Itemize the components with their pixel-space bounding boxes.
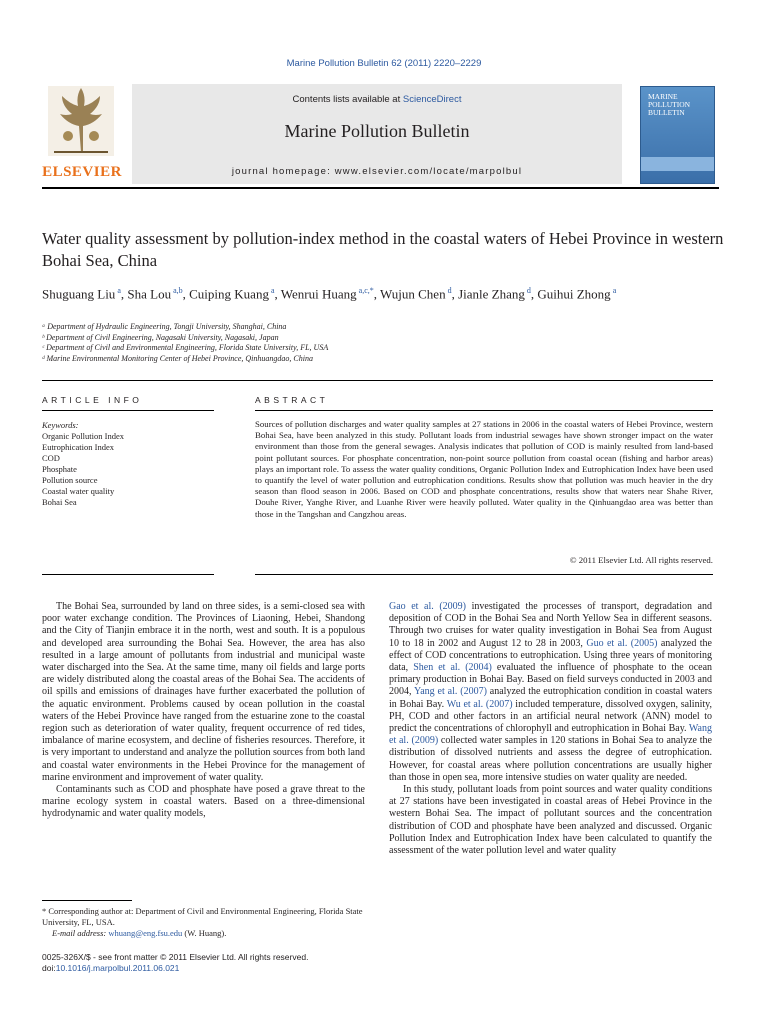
divider (42, 574, 214, 575)
keyword-list (42, 431, 222, 508)
body-text: investigated the processes of transport, degradation and deposition of COD in the Bohai Sea and North Yellow Sea in different seasons. Through two cruises for water quality investigation in Bohai Sea from August 10 to 18 in 2002 and August 12 to 28 in 2003, (389, 601, 712, 649)
divider (42, 380, 713, 381)
author-affiliation-mark[interactable]: a,b (171, 286, 183, 295)
author-separator: , (451, 286, 459, 302)
divider (255, 410, 713, 411)
body-text: analyzed the effect of COD concentrations to eutrophication. Using three years of monitoring data, (389, 637, 712, 674)
paper-title: Water quality assessment by pollution-index method in the coastal waters of Hebei Province in western Bohai Sea, China (42, 229, 724, 270)
affiliation: ᵈ Marine Environmental Monitoring Center of Hebei Province, Qinhuangdao, China (42, 353, 313, 363)
author-affiliation-mark[interactable]: a (268, 286, 275, 295)
keywords-block (42, 420, 222, 508)
body-text: evaluated the influence of phosphate to the ocean primary production in Bohai Bay. Based on field surveys conducted in 2003 and 2004, (389, 662, 713, 698)
reference-link[interactable]: Yang et al. (2007) (414, 686, 487, 698)
author-affiliation-mark[interactable]: a (115, 286, 121, 295)
author-separator: , (274, 286, 281, 302)
elsevier-logo (42, 86, 122, 186)
author-affiliation-mark[interactable]: a,c,* (356, 286, 374, 295)
body-text: analyzed the eutrophication condition in coastal waters in Bohai Bay. (389, 686, 712, 710)
email-label: E-mail address: (52, 928, 109, 938)
contents-prefix: Contents lists available at (292, 94, 403, 105)
author-separator: , (530, 286, 538, 302)
author-affiliation-mark[interactable]: a (610, 286, 617, 295)
body-text: collected water samples in 120 stations in Bohai Sea to analyze the distribution of dissolved nutrients and assess the degree of eutrophication. However, for coastal areas where pollution concentrations are usually higher than those in open sea, more intensive studies on water quality are needed. (389, 735, 712, 783)
corresponding-author-note: * Corresponding author at: Department of Civil and Environmental Engineering, Florida State University, FL, USA. (42, 906, 363, 927)
keyword: COD (42, 453, 60, 463)
author-name: Sha Lou (127, 286, 172, 302)
abstract-text: Sources of pollution discharges and water quality samples at 27 stations in 2006 in the coastal waters of Hebei Province, western Bohai Sea, have been analyzed in this study. Pollutant loads from industrial sewages have shown stronger impact on the water environment than those from the general sewages. Analysis indicates that pollution of COD is mainly resulted from land-based point pollutant sources. For phosphate concentration, non-point source pollution from coastal ocean (fishing and harbor areas) plays an important role. To assess the water quality conditions, Organic Pollution Index and Eutrophication Index have been used to quantify the level of water pollution and eutrophication conditions. Results show that pollution was much heavier in the dry season than flood season in 2006. Based on COD and phosphate concentrations, results show that waters near Shahe River, Douhe River, Yanghe River, and Luanhe River were heavily polluted. Water quality in the Qinhuangdao area was better than those in the Tangshan and Cangzhou areas. (255, 419, 713, 519)
footnote (42, 906, 372, 939)
cover-band (641, 157, 714, 171)
reference-link[interactable]: Gao et al. (2009) (389, 601, 467, 612)
doi-label: doi: (42, 963, 56, 973)
body-text: included temperature, dissolved oxygen, salinity, PH, COD and other factors in an artificial neural network (ANN) model to predict the concentrations of chlorophyll and eutrophication in Bohai Bay. (389, 698, 712, 735)
doi-link[interactable]: 10.1016/j.marpolbul.2011.06.021 (55, 963, 180, 973)
author-separator: , (182, 286, 190, 302)
elsevier-wordmark: ELSEVIER (42, 164, 122, 180)
cover-title: MARINE POLLUTION BULLETIN (648, 92, 691, 117)
author-name: Guihui Zhong (537, 286, 611, 302)
reference-link[interactable]: Shen et al. (2004) (413, 662, 492, 674)
keyword: Eutrophication Index (42, 442, 114, 452)
email-link[interactable]: whuang@eng.fsu.edu (108, 928, 183, 938)
front-matter (42, 952, 372, 974)
doi-line (42, 963, 372, 974)
author-name: Jianle Zhang (458, 286, 525, 302)
body-column-right (389, 601, 712, 857)
journal-citation[interactable]: Marine Pollution Bulletin 62 (2011) 2220–2229 (286, 58, 482, 69)
keywords-label: Keywords: (42, 420, 79, 430)
reference-link[interactable]: Wu et al. (2007) (446, 698, 513, 710)
author-name: Wenrui Huang (280, 286, 357, 302)
sciencedirect-link[interactable]: ScienceDirect (402, 94, 462, 105)
elsevier-tree-icon (48, 86, 114, 156)
journal-title: Marine Pollution Bulletin (284, 121, 470, 141)
body-paragraph: Contaminants such as COD and phosphate have posed a grave threat to the marine ecology system in coastal waters. Based on a three-dimensional hydrodynamic and water quality models, (42, 784, 365, 820)
contents-line (132, 94, 622, 105)
body-paragraph: In this study, pollutant loads from point sources and water quality conditions at 27 stations have been investigated in coastal areas of Hebei Province in the western Bohai Sea. The impact of pollutant sources and the concentration distribution of COD and phosphate have been analyzed and discussed. Organic Pollution Index and Eutrophication Index have been calculated to quantify the assessment of the water pollution level and water quality (389, 784, 712, 857)
divider (255, 574, 713, 575)
keyword: Coastal water quality (42, 486, 115, 496)
author-affiliation-mark[interactable]: d (524, 286, 531, 295)
keyword: Pollution source (42, 475, 98, 485)
keyword: Phosphate (42, 464, 77, 474)
body-column-left (42, 601, 365, 821)
issn-line: 0025-326X/$ - see front matter © 2011 Elsevier Ltd. All rights reserved. (42, 952, 309, 962)
body-paragraph: The Bohai Sea, surrounded by land on three sides, is a semi-closed sea with poor water exchange condition. The Provinces of Liaoning, Hebei, Shandong and the City of Tianjin embrace it in the north, west and south. It is a populous and developed area surrounding the Bohai Sea. However, the area has also resulted in a large amount of pollutants from industrial and municipal waste water discharged into the Sea. At the same time, many oil fields and large ports are widely distributed along the coastal areas of the Bohai Sea. The accidents of oil spills and emissions of drainages have further exacerbated the pollution of the aquatic environment. Problems caused by ocean pollution in the coastal waters of the Hebei Province have ranged from the estuarine zone to the coastal region such as deterioration of water quality, frequent occurrence of red tides, imbalance of marine ecosystem, and decline of fisheries resources. Therefore, it is very important to understand and analyze the pollution sources from both land and coastal water environments in the Hebei Province for the management of marine environment and improvement of water quality. (42, 601, 365, 783)
article-info-heading: ARTICLE INFO (42, 395, 143, 405)
abstract-heading: ABSTRACT (255, 395, 329, 405)
divider (42, 410, 214, 411)
email-line (42, 928, 372, 939)
reference-link[interactable]: Wang et al. (2009) (389, 723, 712, 747)
keyword: Bohai Sea (42, 497, 77, 507)
author-separator: , (373, 286, 381, 302)
author-name: Shuguang Liu (42, 286, 116, 302)
footnote-divider (42, 900, 132, 901)
author-affiliation-mark[interactable]: d (445, 286, 452, 295)
affiliation: ᶜ Department of Civil and Environmental Engineering, Florida State University, FL, USA (42, 343, 329, 353)
affiliation: ᵇ Department of Civil Engineering, Nagasaki University, Nagasaki, Japan (42, 332, 279, 342)
body-paragraph (389, 601, 712, 784)
author-list (42, 282, 732, 303)
reference-link[interactable]: Guo et al. (2005) (586, 637, 658, 649)
author-separator: , (120, 286, 128, 302)
affiliation: ᵃ Department of Hydraulic Engineering, Tongji University, Shanghai, China (42, 322, 287, 331)
journal-cover-thumbnail[interactable] (640, 86, 715, 184)
journal-banner (42, 84, 719, 189)
affiliation-list (42, 322, 732, 364)
email-suffix: (W. Huang). (182, 928, 227, 938)
copyright-line: © 2011 Elsevier Ltd. All rights reserved. (569, 555, 713, 565)
author-name: Wujun Chen (380, 286, 446, 302)
keyword: Organic Pollution Index (42, 431, 124, 441)
banner-center (132, 84, 622, 184)
journal-homepage[interactable]: journal homepage: www.elsevier.com/locate/marpolbul (231, 166, 523, 177)
author-name: Cuiping Kuang (189, 286, 269, 302)
